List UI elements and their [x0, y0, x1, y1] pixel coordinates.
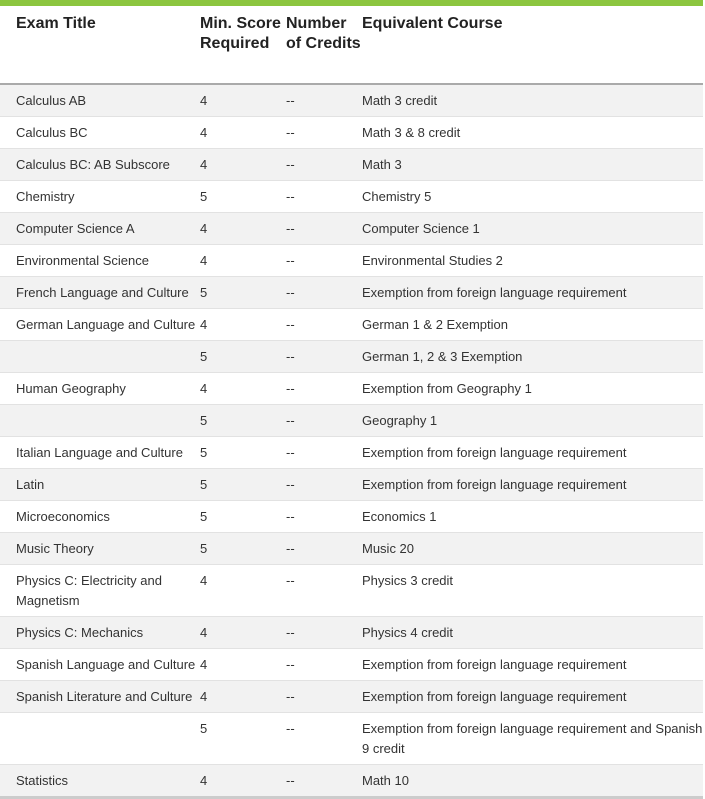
- cell-exam-title: [0, 713, 200, 765]
- cell-number-of-credits: --: [286, 625, 295, 640]
- table-row: [0, 713, 703, 765]
- cell-exam-title: Latin: [16, 477, 45, 492]
- table-row: [0, 765, 703, 798]
- cell-equivalent-course: Chemistry 5: [362, 189, 432, 204]
- cell-number-of-credits: --: [286, 445, 295, 460]
- cell-number-of-credits: --: [286, 721, 295, 736]
- cell-min-score: 5: [200, 541, 208, 556]
- cell-min-score: 5: [200, 477, 208, 492]
- table-row: [0, 533, 703, 565]
- cell-number-of-credits: --: [286, 189, 295, 204]
- header-min-score: Min. Score Required: [200, 15, 281, 52]
- cell-equivalent-course: Math 3 & 8 credit: [362, 125, 461, 140]
- table-row: [0, 213, 703, 245]
- cell-exam-title: Statistics: [16, 773, 69, 788]
- exam-credit-table: [0, 6, 703, 799]
- cell-exam-title: Spanish Language and Culture: [16, 657, 196, 672]
- cell-equivalent-course: Math 3: [362, 157, 402, 172]
- cell-exam-title: [0, 405, 200, 437]
- cell-min-score: 4: [200, 381, 208, 396]
- table-row: [0, 341, 703, 373]
- cell-number-of-credits: --: [286, 657, 295, 672]
- cell-min-score: 4: [200, 125, 208, 140]
- cell-equivalent-course: Exemption from foreign language requirement: [362, 689, 627, 704]
- cell-min-score: 5: [200, 349, 208, 364]
- table-row: [0, 565, 703, 617]
- cell-exam-title: Italian Language and Culture: [16, 445, 183, 460]
- table-row: [0, 405, 703, 437]
- cell-min-score: 4: [200, 317, 208, 332]
- cell-exam-title: Chemistry: [16, 189, 75, 204]
- table-row: [0, 437, 703, 469]
- header-number-of-credits: Number of Credits: [286, 15, 361, 52]
- cell-min-score: 5: [200, 413, 208, 428]
- cell-number-of-credits: --: [286, 317, 295, 332]
- cell-equivalent-course: Exemption from foreign language requirement: [362, 445, 627, 460]
- cell-equivalent-course: Geography 1: [362, 413, 438, 428]
- cell-number-of-credits: --: [286, 157, 295, 172]
- table-row: [0, 649, 703, 681]
- cell-exam-title: Computer Science A: [16, 221, 135, 236]
- table-row: [0, 501, 703, 533]
- cell-number-of-credits: --: [286, 221, 295, 236]
- table-row: [0, 181, 703, 213]
- cell-equivalent-course: Exemption from foreign language requirement: [362, 657, 627, 672]
- cell-min-score: 4: [200, 157, 208, 172]
- cell-number-of-credits: --: [286, 125, 295, 140]
- cell-equivalent-course: Exemption from foreign language requirement and Spanish 9 credit: [362, 721, 703, 756]
- table-row: [0, 245, 703, 277]
- cell-number-of-credits: --: [286, 541, 295, 556]
- cell-equivalent-course: Exemption from foreign language requirement: [362, 477, 627, 492]
- cell-number-of-credits: --: [286, 509, 295, 524]
- table-row: [0, 469, 703, 501]
- cell-equivalent-course: German 1, 2 & 3 Exemption: [362, 349, 523, 364]
- cell-equivalent-course: Physics 3 credit: [362, 573, 454, 588]
- cell-number-of-credits: --: [286, 285, 295, 300]
- cell-min-score: 4: [200, 253, 208, 268]
- table-row: [0, 277, 703, 309]
- cell-number-of-credits: --: [286, 573, 295, 588]
- cell-equivalent-course: Music 20: [362, 541, 415, 556]
- header-row: [0, 6, 703, 84]
- table-header: [0, 6, 703, 84]
- cell-exam-title: Environmental Science: [16, 253, 149, 268]
- header-exam-title: Exam Title: [16, 15, 96, 32]
- cell-equivalent-course: German 1 & 2 Exemption: [362, 317, 508, 332]
- cell-equivalent-course: Exemption from foreign language requirement: [362, 285, 627, 300]
- cell-min-score: 5: [200, 509, 208, 524]
- cell-exam-title: Calculus BC: [16, 125, 88, 140]
- cell-exam-title: Microeconomics: [16, 509, 110, 524]
- table-row: [0, 681, 703, 713]
- cell-min-score: 4: [200, 689, 208, 704]
- cell-exam-title: German Language and Culture: [16, 317, 196, 332]
- cell-number-of-credits: --: [286, 349, 295, 364]
- cell-equivalent-course: Physics 4 credit: [362, 625, 454, 640]
- cell-equivalent-course: Economics 1: [362, 509, 437, 524]
- cell-exam-title: Human Geography: [16, 381, 126, 396]
- table-row: [0, 149, 703, 181]
- cell-number-of-credits: --: [286, 93, 295, 108]
- cell-number-of-credits: --: [286, 477, 295, 492]
- cell-min-score: 5: [200, 285, 208, 300]
- cell-min-score: 5: [200, 445, 208, 460]
- cell-exam-title: Physics C: Mechanics: [16, 625, 144, 640]
- cell-equivalent-course: Math 10: [362, 773, 409, 788]
- table-row: [0, 617, 703, 649]
- cell-exam-title: Music Theory: [16, 541, 94, 556]
- cell-equivalent-course: Exemption from Geography 1: [362, 381, 532, 396]
- cell-min-score: 4: [200, 773, 208, 788]
- cell-min-score: 5: [200, 189, 208, 204]
- cell-equivalent-course: Math 3 credit: [362, 93, 438, 108]
- cell-exam-title: Calculus BC: AB Subscore: [16, 157, 170, 172]
- header-equivalent-course: Equivalent Course: [362, 15, 503, 32]
- cell-exam-title: Spanish Literature and Culture: [16, 689, 193, 704]
- table-row: [0, 84, 703, 117]
- cell-min-score: 4: [200, 657, 208, 672]
- cell-number-of-credits: --: [286, 773, 295, 788]
- cell-number-of-credits: --: [286, 413, 295, 428]
- cell-number-of-credits: --: [286, 253, 295, 268]
- table-row: [0, 117, 703, 149]
- cell-exam-title: Calculus AB: [16, 93, 87, 108]
- cell-equivalent-course: Environmental Studies 2: [362, 253, 503, 268]
- cell-exam-title: French Language and Culture: [16, 285, 189, 300]
- cell-number-of-credits: --: [286, 381, 295, 396]
- cell-equivalent-course: Computer Science 1: [362, 221, 480, 236]
- cell-min-score: 4: [200, 221, 208, 236]
- cell-min-score: 4: [200, 625, 208, 640]
- table-row: [0, 373, 703, 405]
- cell-min-score: 4: [200, 573, 208, 588]
- cell-min-score: 5: [200, 721, 208, 736]
- cell-min-score: 4: [200, 93, 208, 108]
- cell-exam-title: [0, 341, 200, 373]
- table-row: [0, 309, 703, 341]
- cell-number-of-credits: --: [286, 689, 295, 704]
- cell-exam-title: Physics C: Electricity and Magnetism: [16, 573, 162, 608]
- table-body: [0, 84, 703, 798]
